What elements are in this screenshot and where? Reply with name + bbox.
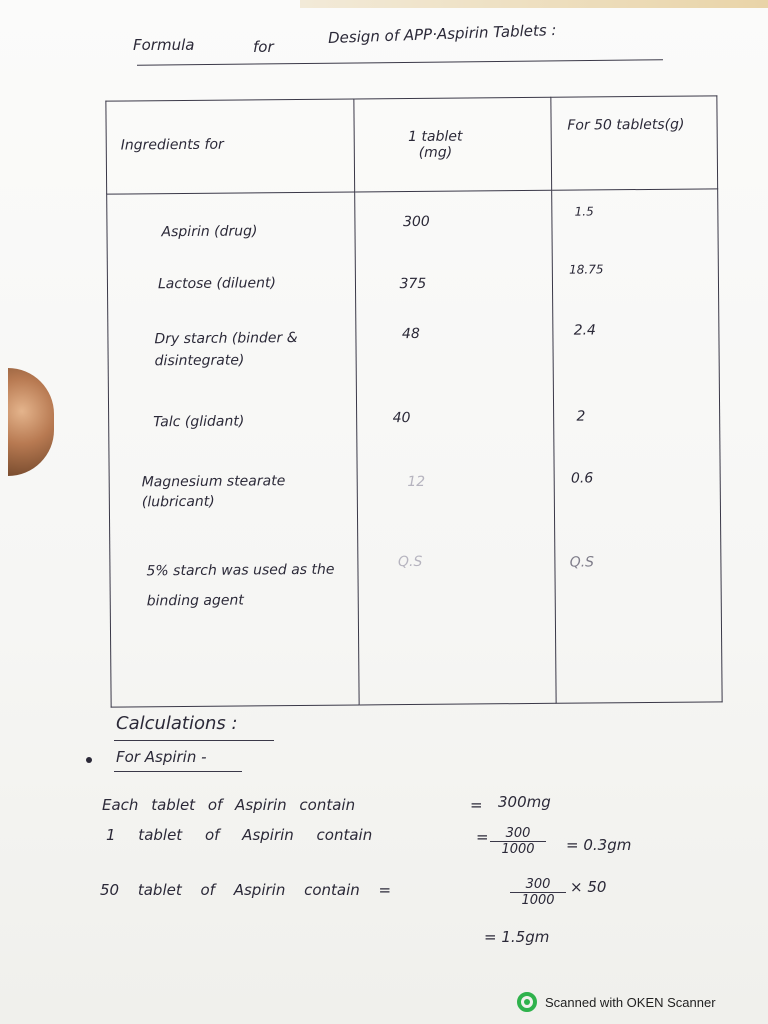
for-aspirin-underline <box>114 771 242 772</box>
scanner-watermark <box>517 990 716 1014</box>
title-underline <box>137 59 663 66</box>
formula-table <box>105 95 722 707</box>
calc-line-1-value: 300mg <box>498 793 551 811</box>
ingredient-magnesium-stearate: Magnesium stearate (lubricant) <box>141 473 286 511</box>
calc-line-2-fraction <box>490 826 546 857</box>
table-body <box>107 189 722 707</box>
ingredient-lactose: Lactose (diluent) <box>157 275 276 293</box>
calculations-heading: Calculations : <box>116 713 238 734</box>
value-starch-mg: Q.S <box>397 553 423 571</box>
fraction-denominator: 1000 <box>501 842 535 857</box>
for-aspirin-heading: For Aspirin - <box>116 748 207 766</box>
scanner-text: Scanned with OKEN Scanner <box>545 994 716 1010</box>
title-rest: Design of APP·Aspirin Tablets : <box>327 21 557 47</box>
fraction-denominator: 1000 <box>521 893 555 908</box>
value-talc-mg: 40 <box>392 410 411 427</box>
value-lactose-g: 18.75 <box>569 262 604 277</box>
header-50-tablets: For 50 tablets(g) <box>551 96 718 190</box>
table-header-row <box>106 96 718 194</box>
calc-line-4-result: = 1.5gm <box>484 928 550 946</box>
for-50-column <box>552 189 722 703</box>
value-talc-g: 2 <box>576 408 586 425</box>
calc-line-2-result: = 0.3gm <box>566 836 632 854</box>
value-starch-g: Q.S <box>569 554 595 571</box>
calc-line-3-mult: × 50 <box>570 878 607 896</box>
value-aspirin-mg: 300 <box>402 213 430 231</box>
thumb <box>8 368 54 476</box>
header-1-tablet: 1 tablet (mg) <box>353 97 551 192</box>
ingredient-aspirin: Aspirin (drug) <box>161 223 258 241</box>
fraction-numerator: 300 <box>490 826 546 842</box>
per-tablet-column <box>354 190 556 705</box>
value-aspirin-g: 1.5 <box>574 204 594 219</box>
fraction-numerator: 300 <box>510 877 566 893</box>
value-dry-starch-mg: 48 <box>401 325 420 343</box>
calc-line-2-eq: = <box>476 828 489 846</box>
title-word-formula: Formula <box>133 36 195 54</box>
value-dry-starch-g: 2.4 <box>573 322 596 339</box>
calc-line-3-fraction <box>510 877 566 908</box>
title-word-for: for <box>253 38 274 56</box>
oken-logo-icon <box>517 992 537 1012</box>
header-ingredients: Ingredients for <box>106 99 354 194</box>
value-lactose-mg: 375 <box>399 275 427 293</box>
calculations-underline <box>114 740 274 741</box>
calc-line-2: 1 tablet of Aspirin contain <box>106 826 373 844</box>
ingredient-talc: Talc (glidant) <box>153 413 245 431</box>
value-magnesium-g: 0.6 <box>570 470 594 487</box>
bullet <box>86 757 92 763</box>
page-edge <box>300 0 768 8</box>
calc-line-1: Each tablet of Aspirin contain <box>102 796 356 814</box>
ingredients-column <box>107 192 359 707</box>
value-magnesium-mg: 12 <box>407 473 426 491</box>
calc-line-3: 50 tablet of Aspirin contain = <box>100 881 392 899</box>
ingredient-dry-starch: Dry starch (binder & disintegrate) <box>154 330 298 370</box>
calc-line-1-eq: = <box>470 796 483 814</box>
ingredient-starch-binding: 5% starch was used as the binding agent <box>146 561 335 610</box>
